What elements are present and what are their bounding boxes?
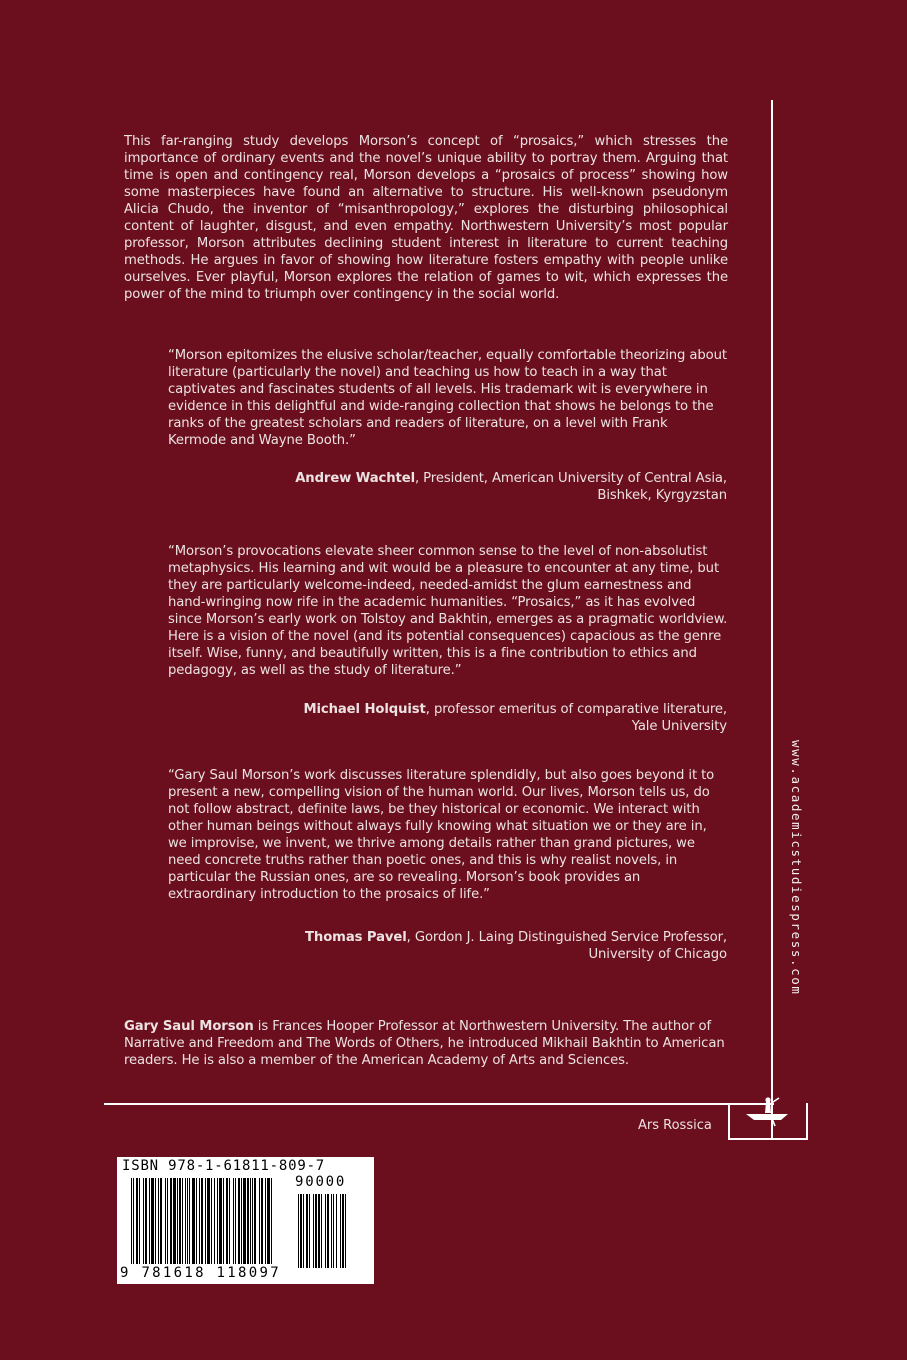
barcode-bar [179,1178,181,1264]
barcode-bar [265,1178,266,1264]
blurb-attribution-2 [303,701,727,735]
blurb-location-3: University of Chicago [588,947,727,962]
isbn-label: ISBN 978-1-61811-809-7 [122,1158,326,1174]
blurb-author-1: Andrew Wachtel [295,471,415,486]
barcode-bar [192,1178,195,1264]
barcode-bar [306,1194,308,1268]
barcode-bar [167,1178,168,1264]
barcode-bar [149,1178,150,1264]
barcode-bar [187,1178,188,1264]
barcode-bar [143,1178,144,1264]
barcode-bar [243,1178,246,1264]
barcode-bar [151,1178,154,1264]
barcode-bar [136,1178,138,1264]
barcode-bar [170,1178,172,1264]
barcode-bar [238,1178,240,1264]
barcode-bar [189,1178,190,1264]
author-bio [124,1018,728,1069]
barcode-bar [177,1178,178,1264]
barcode-bar [229,1178,230,1264]
barcode-bar [185,1178,186,1264]
barcode-bar [165,1178,166,1264]
author-name: Gary Saul Morson [124,1019,254,1034]
barcode-bar [327,1194,329,1268]
barcode-bar [139,1178,140,1264]
barcode-bar [241,1178,242,1264]
barcode-bar [131,1178,132,1264]
barcode-bar [196,1178,197,1264]
barcode-bar [207,1178,210,1264]
barcode-bar [223,1178,224,1264]
barcode-bar [247,1178,249,1264]
blurb-affiliation-3: , Gordon J. Laing Distinguished Service Professor, [406,930,727,945]
barcode-bar [199,1178,200,1264]
barcode-bar [321,1194,322,1268]
barcode-bar [250,1178,251,1264]
corner-rule-left [728,1103,730,1140]
horizontal-rule [104,1103,774,1105]
barcode-bar [133,1178,134,1264]
barcode-bar [333,1194,334,1268]
barcode-bar [340,1194,341,1268]
blurb-location-1: Bishkek, Kyrgyzstan [597,488,727,503]
book-description: This far-ranging study develops Morson’s concept of “prosaics,” which stresses the importance of ordinary events and the novel’s unique ability to portray them. Arguing that time is open and contingency real, Morson develops a “prosaics of process” showing how some masterpieces have found an alternative to structure. His well-known pseudonym Alicia Chudo, the inventor of “misanthropology,” explores the disturbing philosophical content of laughter, disgust, and even empathy. Northwestern University’s most popular professor, Morson attributes declining student interest in literature to current teaching methods. He argues in favor of showing how literature fosters empathy with people unlike ourselves. Ever playful, Morson explores the relation of games to wit, which expresses the power of the mind to triumph over contingency in the social world. [124,134,728,302]
barcode-bar [300,1194,302,1268]
blurb-author-3: Thomas Pavel [305,930,407,945]
barcode-bar [345,1194,346,1268]
barcode-bar [217,1178,218,1264]
blurb-location-2: Yale University [631,719,727,734]
barcode-bar [226,1178,228,1264]
series-name: Ars Rossica [638,1118,712,1133]
barcode-bar [158,1178,159,1264]
corner-rule-right [806,1103,808,1140]
barcode-bar [313,1194,314,1268]
barcode-bar [318,1194,320,1268]
author-bio-text: is Frances Hooper Professor at Northwestern University. The author of Narrative and Freedom and The Words of Others, he introduced Mikhail Bakhtin to American readers. He is also a member of the American Academy of Arts and Sciences. [124,1019,725,1068]
barcode-bar [342,1194,344,1268]
blurb-text-1: “Morson epitomizes the elusive scholar/teacher, equally comfortable theorizing about literature (particularly the novel) and teaching us how to teach in a way that captivates and fascinates students of all levels. His trademark wit is everywhere in evidence in this delightful and wide-ranging collection that shows he belongs to the ranks of the greatest scholars and readers of literature, on a level with Frank Kermode and Wayne Booth.” [168,348,727,448]
barcode-bar [201,1178,203,1264]
barcode-bar [259,1178,260,1264]
blurb-attribution-3 [305,929,727,963]
isbn-barcode [131,1178,291,1264]
barcode-bar [254,1178,256,1264]
isbn-digits: 9 781618 118097 [120,1265,281,1281]
blurb-affiliation-2: , professor emeritus of comparative literature, [425,702,727,717]
barcode-bar [271,1178,272,1264]
barcode-bar [325,1194,326,1268]
barcode-bar [315,1194,317,1268]
blurb-text-2: “Morson’s provocations elevate sheer common sense to the level of non-absolutist metaphysics. His learning and wit would be a pleasure to encounter at any time, but they are particularly welcome-indeed, needed-amidst the glum earnestness and hand-wringing now rife in the academic humanities. “Prosaics,” as it has evolved since Morson’s early work on Tolstoy and Bakhtin, emerges as a pragmatic worldview. Here is a vision of the novel (and its potential consequences) capacious as the genre itself. Wise, funny, and beautifully written, this is a fine contribution to ethics and pedagogy, as well as the study of literature.” [168,544,728,678]
boat-logo-icon [744,1092,790,1128]
barcode-bar [155,1178,156,1264]
corner-rule-bottom [728,1138,808,1140]
blurb-author-2: Michael Holquist [303,702,426,717]
barcode-bar [298,1194,299,1268]
barcode-bar [145,1178,147,1264]
barcode-bar [303,1194,304,1268]
barcode-bar [309,1194,310,1268]
publisher-website[interactable]: www.academicstudiespress.com [789,740,804,996]
barcode-bar [214,1178,215,1264]
price-barcode [298,1194,368,1280]
barcode-bar [261,1178,263,1264]
vertical-rule [771,100,773,1140]
blurb-affiliation-1: , President, American University of Central Asia, [415,471,727,486]
barcode-bar [235,1178,236,1264]
blurb-attribution-1 [295,470,727,504]
barcode-bar [267,1178,270,1264]
barcode-bar [173,1178,176,1264]
barcode-bar [336,1194,337,1268]
blurb-text-3: “Gary Saul Morson’s work discusses literature splendidly, but also goes beyond it to present a new, compelling vision of the human world. Our lives, Morson tells us, do not follow abstract, definite laws, be they historical or economic. We interact with other human beings without always fully knowing what situation we or they are in, we improvise, we invent, we thrive among details rather than grand pictures, we need concrete truths rather than poetic ones, and this is why realist novels, in particular the Russian ones, are so revealing. Morson’s book provides an extraordinary introduction to the prosaics of life.” [168,768,715,902]
barcode-bar [211,1178,212,1264]
barcode-bar [205,1178,206,1264]
price-code: 90000 [295,1174,347,1190]
barcode-bar [182,1178,183,1264]
barcode-bar [252,1178,253,1264]
barcode-bar [160,1178,162,1264]
barcode-bar [219,1178,222,1264]
barcode-bar [233,1178,234,1264]
barcode-bar [331,1194,332,1268]
